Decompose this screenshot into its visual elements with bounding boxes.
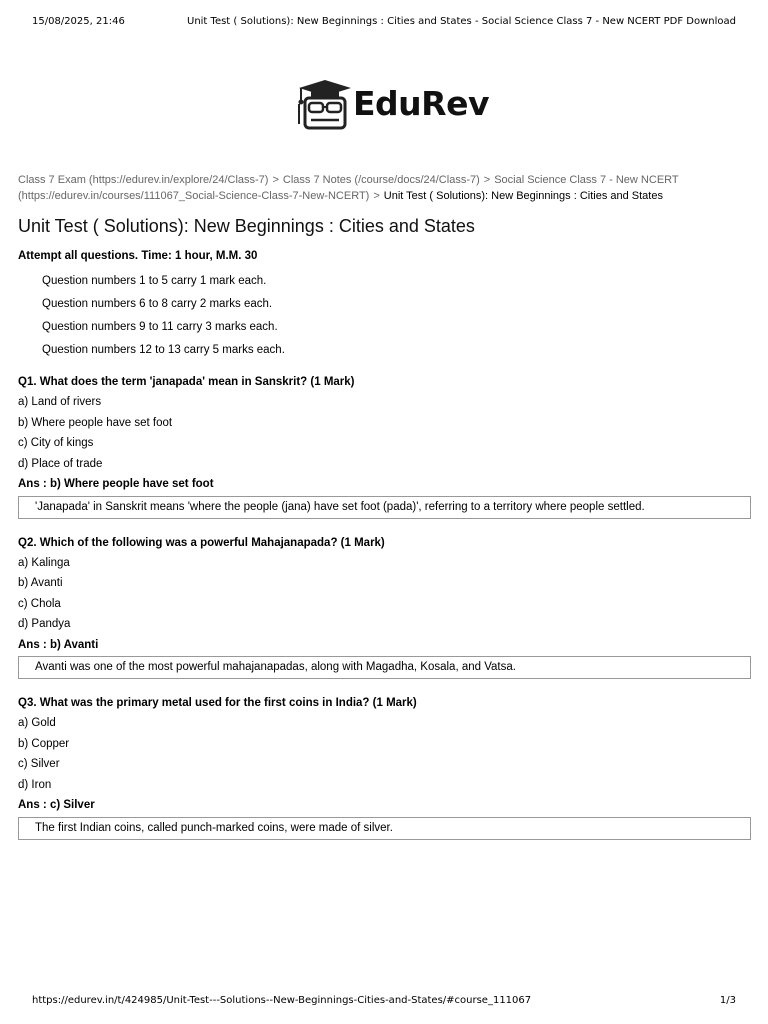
- option: b) Avanti: [18, 577, 63, 589]
- explanation-box: Avanti was one of the most powerful mahajanapadas, along with Magadha, Kosala, and Vatsa.: [18, 656, 751, 679]
- option: a) Gold: [18, 717, 56, 729]
- question-text: Q1. What does the term 'janapada' mean in Sanskrit? (1 Mark): [18, 376, 355, 388]
- breadcrumb-separator: >: [373, 190, 380, 202]
- page-title: Unit Test ( Solutions): New Beginnings : Cities and States: [18, 216, 475, 236]
- page-number: 1/3: [719, 995, 736, 1006]
- document-content: [18, 172, 751, 840]
- option: c) Silver: [18, 758, 60, 770]
- question-text: Q2. Which of the following was a powerful Mahajanapada? (1 Mark): [18, 536, 385, 549]
- breadcrumb-link-class7-notes[interactable]: Class 7 Notes (/course/docs/24/Class-7): [282, 174, 480, 186]
- explanation-box: The first Indian coins, called punch-marked coins, were made of silver.: [18, 817, 751, 840]
- breadcrumb: [18, 172, 751, 204]
- rule-item: Question numbers 12 to 13 carry 5 marks each.: [42, 344, 285, 356]
- option: b) Copper: [18, 737, 70, 750]
- option: d) Place of trade: [18, 457, 103, 470]
- edurev-logo[interactable]: [287, 74, 487, 140]
- option: d) Iron: [18, 778, 52, 791]
- question-2: [18, 533, 751, 680]
- answer: Ans : b) Avanti: [18, 638, 99, 651]
- marking-rules: [18, 270, 751, 362]
- print-datetime: 15/08/2025, 21:46: [32, 16, 125, 27]
- print-page-title: Unit Test ( Solutions): New Beginnings : Cities and States - Social Science Class 7 - New NCERT PDF Download: [187, 16, 736, 27]
- question-text: Q3. What was the primary metal used for the first coins in India? (1 Mark): [18, 697, 417, 709]
- answer: Ans : c) Silver: [18, 799, 95, 811]
- edurev-logo-icon: [291, 76, 351, 132]
- print-url: https://edurev.in/t/424985/Unit-Test---Solutions--New-Beginnings-Cities-and-States/#course_111067: [32, 995, 532, 1006]
- breadcrumb-link-class7-exam[interactable]: Class 7 Exam (https://edurev.in/explore/24/Class-7): [18, 174, 269, 186]
- option: c) City of kings: [18, 437, 94, 449]
- option: c) Chola: [18, 597, 61, 610]
- question-3: [18, 693, 751, 840]
- breadcrumb-separator: >: [483, 174, 491, 186]
- instructions-heading: Attempt all questions. Time: 1 hour, M.M. 30: [18, 250, 258, 262]
- option: d) Pandya: [18, 618, 71, 630]
- logo-text: EduRev: [353, 84, 489, 123]
- option: a) Kalinga: [18, 556, 70, 569]
- breadcrumb-link-social-science[interactable]: Social Science Class 7 - New NCERT (https://edurev.in/courses/111067_Social-Science-Class-7-New-NCERT): [18, 174, 679, 202]
- question-1: [18, 372, 751, 519]
- option: b) Where people have set foot: [18, 416, 173, 429]
- rule-item: Question numbers 1 to 5 carry 1 mark each.: [42, 275, 267, 287]
- breadcrumb-separator: >: [272, 174, 279, 186]
- breadcrumb-current: Unit Test ( Solutions): New Beginnings : Cities and States: [383, 190, 663, 202]
- rule-item: Question numbers 6 to 8 carry 2 marks each.: [42, 298, 273, 310]
- answer: Ans : b) Where people have set foot: [18, 478, 214, 490]
- rule-item: Question numbers 9 to 11 carry 3 marks each.: [42, 321, 278, 333]
- explanation-box: 'Janapada' in Sanskrit means 'where the people (jana) have set foot (pada)', referring to a territory where people settled.: [18, 496, 751, 519]
- option: a) Land of rivers: [18, 396, 102, 408]
